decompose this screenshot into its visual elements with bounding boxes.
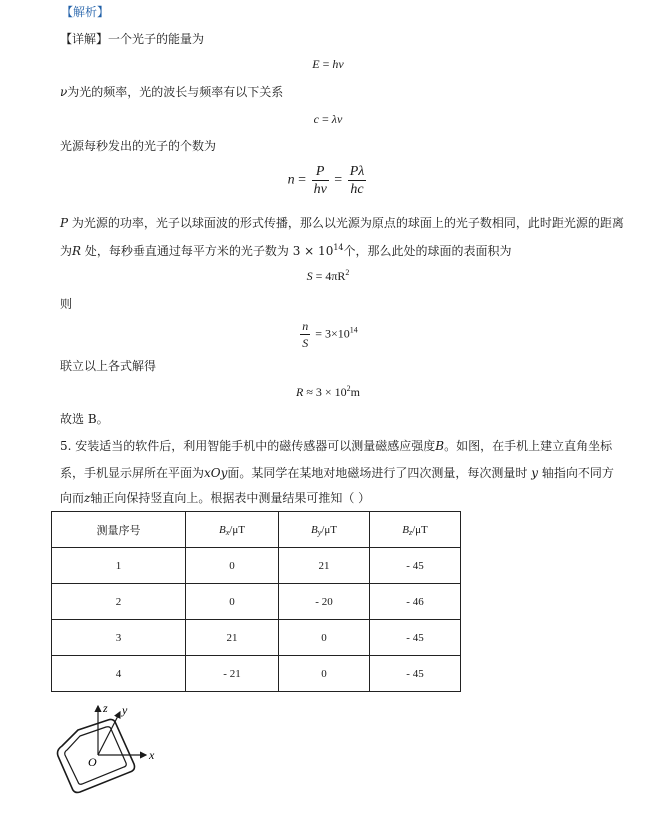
phone-axes-figure: [50, 700, 170, 805]
analysis-tag: 【解析】: [61, 5, 110, 19]
table-cell: - 20: [279, 584, 370, 620]
answer-line: 故选 B。: [60, 412, 109, 426]
table-row: [52, 656, 461, 692]
measurement-table: [51, 511, 461, 692]
photon-count-line: 光源每秒发出的光子的个数为: [60, 139, 217, 153]
detail-tag: 【详解】: [60, 32, 109, 46]
table-cell: 3: [52, 620, 186, 656]
nu-definition-line: ν为光的频率，光的波长与频率有以下关系: [60, 85, 284, 99]
detail-text: 一个光子的能量为: [108, 32, 205, 46]
combine-line: 联立以上各式解得: [60, 359, 157, 373]
paragraph-line-2: 为R 处，每秒垂直通过每平方米的光子数为 $3 \times 10^{14}$个，那么此处的球面的表面积为: [60, 243, 512, 258]
table-cell: 2: [52, 584, 186, 620]
table-header-row: [52, 512, 461, 548]
header-by: $B_y/\mu T$: [279, 512, 370, 548]
fraction-p-over-hnu: $\frac{P}{h\nu}$: [313, 164, 327, 197]
table-cell: - 45: [370, 656, 461, 692]
table-cell: 0: [186, 584, 279, 620]
fraction-n-over-s: $\frac{n}{S}$: [302, 319, 309, 350]
table-row: [52, 620, 461, 656]
equation-ratio: $\frac{n}{S}$ = $3\times 10^{14}$: [302, 319, 358, 350]
header-bz: $B_z/\mu T$: [370, 512, 461, 548]
equation-surface: $S = 4\pi R^2$: [306, 268, 350, 283]
table-cell: - 46: [370, 584, 461, 620]
z-axis-label: z: [103, 701, 108, 715]
detail-line: [60, 31, 204, 47]
question-line-3: 向而z轴正向保持竖直向上。根据表中测量结果可推知（ ）: [60, 491, 371, 505]
question-line-1: 5. 安装适当的软件后，利用智能手机中的磁传感器可以测量磁感应强度B。如图，在手机上建立直角坐标: [60, 439, 613, 453]
then-line: 则: [60, 297, 73, 311]
origin-label: O: [88, 755, 97, 769]
table-cell: 1: [52, 548, 186, 584]
y-axis-label: y: [122, 703, 128, 717]
table-cell: - 21: [186, 656, 279, 692]
x-axis-label: x: [149, 748, 155, 762]
equation-n: n = $\frac{P}{h\nu}$ = $\frac{P\lambda}{hc}$: [287, 164, 365, 197]
table-row: [52, 548, 461, 584]
table-cell: - 45: [370, 548, 461, 584]
table-cell: 4: [52, 656, 186, 692]
equation-speed: c = λν: [313, 112, 343, 126]
table-cell: 21: [186, 620, 279, 656]
table-cell: - 45: [370, 620, 461, 656]
fraction-plambda-over-hc: $\frac{P\lambda}{hc}$: [349, 164, 365, 197]
table-cell: 21: [279, 548, 370, 584]
question-line-2: 系，手机显示屏所在平面为xOy面。某同学在某地对地磁场进行了四次测量，每次测量时 y 轴指向不同方: [60, 466, 614, 480]
header-index: 测量序号: [52, 512, 186, 548]
y-axis-icon: [98, 712, 120, 755]
table-cell: 0: [186, 548, 279, 584]
table-row: [52, 584, 461, 620]
table-cell: 0: [279, 620, 370, 656]
table-cell: 0: [279, 656, 370, 692]
equation-energy: E = hν: [312, 57, 344, 71]
equation-r: $R \approx 3 \times 10^2m$: [295, 384, 361, 399]
paragraph-line-1: P 为光源的功率，光子以球面波的形式传播，那么以光源为原点的球面上的光子数相同，此时距光源的距离: [60, 216, 624, 230]
header-bx: $B_x/\mu T$: [186, 512, 279, 548]
